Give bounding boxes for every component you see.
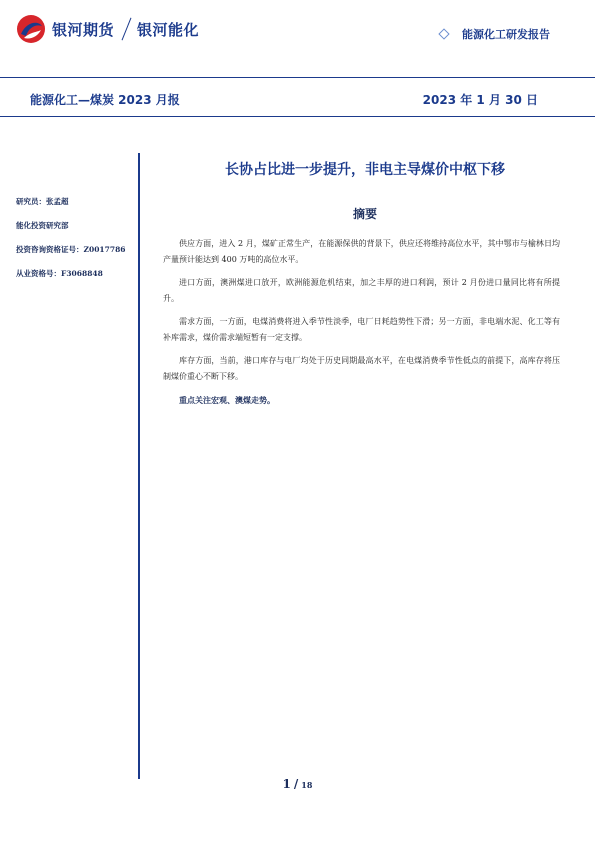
brand-name-futures: 银河期货 [52, 20, 115, 39]
page-number [0, 773, 595, 792]
header-logo [16, 14, 199, 44]
page-separator: / [293, 777, 299, 791]
sidebar-divider [138, 153, 140, 779]
report-title: 长协占比进一步提升，非电主导煤价中枢下移 [225, 162, 505, 178]
report-date: 2023 年 1 月 30 日 [422, 93, 538, 107]
brand-divider [122, 18, 132, 41]
report-type-label: 能源化工研发报告 [462, 28, 550, 41]
diamond-icon [438, 28, 449, 39]
department: 能化投资研究部 [16, 221, 69, 230]
report-series: 能源化工—煤炭 2023 月报 [30, 93, 180, 107]
brand-name-chem: 银河能化 [137, 20, 200, 39]
galaxy-logo-icon [16, 14, 46, 44]
abstract-heading: 摘要 [352, 207, 377, 221]
license-number: 从业资格号：F3068848 [16, 269, 103, 278]
paragraph-supply: 供应方面，进入 2 月，煤矿正常生产，在能源保供的背景下，供应还将维持高位水平，其中鄂市与榆林日均产量预计能达到 400 万吨的高位水平。 [163, 239, 560, 264]
researcher: 研究员：张孟超 [16, 197, 69, 206]
total-pages: 18 [301, 780, 313, 790]
report-type [440, 26, 550, 42]
author-info [16, 197, 126, 293]
paragraph-inventory: 库存方面，当前，港口库存与电厂均处于历史同期最高水平，在电煤消费季节性低点的前提下，高库存将压制煤价重心不断下移。 [163, 356, 560, 381]
header-divider-bottom [0, 116, 595, 117]
header-divider-top [0, 77, 595, 78]
qualification-number: 投资咨询资格证号：Z0017786 [16, 245, 126, 254]
abstract-body [163, 236, 560, 415]
paragraph-demand: 需求方面，一方面，电煤消费将进入季节性淡季，电厂日耗趋势性下滑；另一方面，非电端水泥、化工等有补库需求，煤价需求端短暂有一定支撑。 [163, 317, 560, 342]
paragraph-import: 进口方面，澳洲煤进口放开，欧洲能源危机结束，加之丰厚的进口利润，预计 2 月份进口量同比将有所提升。 [163, 278, 560, 303]
current-page: 1 [282, 777, 291, 791]
key-point: 重点关注宏观、澳煤走势。 [179, 395, 275, 405]
